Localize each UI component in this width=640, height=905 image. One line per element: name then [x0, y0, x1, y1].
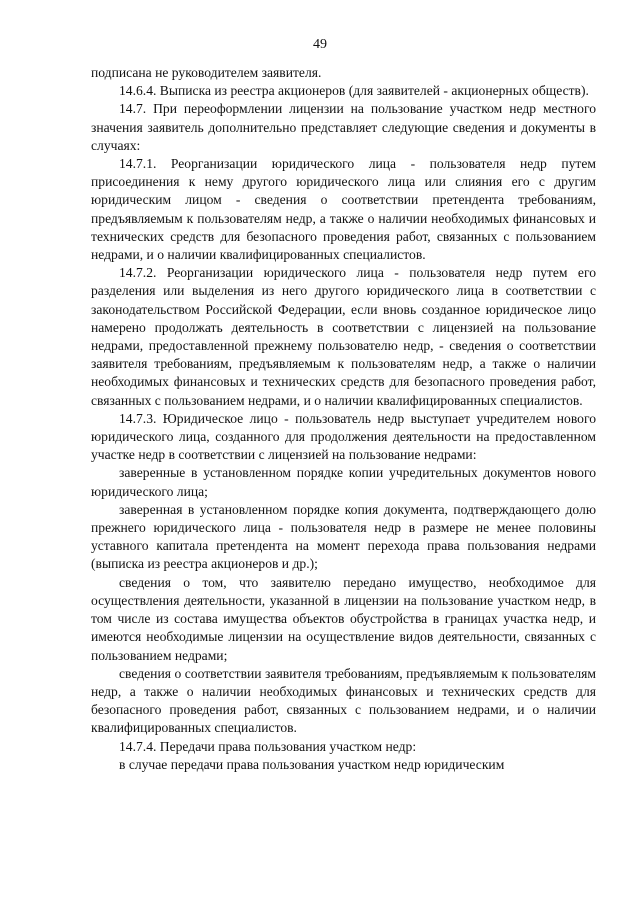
paragraph-14-7: 14.7. При переоформлении лицензии на пользование участком недр местного значения заявитель дополнительно представляет следующие сведения и документы в случаях:	[91, 101, 596, 153]
paragraph-14-7-4: 14.7.4. Передачи права пользования участком недр:	[119, 738, 417, 754]
paragraph-14-7-1: 14.7.1. Реорганизации юридического лица - пользователя недр путем присоединения к нему другого юридического лица или слияния его с другим юридическим лицом - сведения о соответствии претендента требованиям, предъявляемым к пользователям недр, а также о наличии необходимых финансовых и технических средств для безопасного проведения работ, связанных с пользованием недрами, и о наличии квалифицированных специалистов.	[91, 156, 596, 263]
list-item-property-transfer: сведения о том, что заявителю передано имущество, необходимое для осуществления деятельности, указанной в лицензии на пользование участком недр, в том числе из состава имущества объектов обустройства в границах участка недр, и имеются необходимые лицензии на осуществление видов деятельности, связанных с пользованием недрами;	[91, 574, 596, 663]
page-number: 49	[313, 37, 327, 52]
paragraph-14-7-3: 14.7.3. Юридическое лицо - пользователь недр выступает учредителем нового юридического лица, созданного для продолжения деятельности на предоставленном участке недр в соответствии с лицензией на пользование недрами:	[91, 410, 596, 463]
document-body	[91, 64, 596, 774]
paragraph-transfer-case: в случае передачи права пользования участком недр юридическим	[119, 756, 505, 772]
list-item-compliance-info: сведения о соответствии заявителя требованиям, предъявляемым к пользователям недр, а также о наличии необходимых финансовых и технических средств для безопасного проведения работ, связанных с пользованием недрами, и о наличии квалифицированных специалистов.	[91, 665, 596, 736]
paragraph-14-6-4: 14.6.4. Выписка из реестра акционеров (для заявителей - акционерных обществ).	[119, 83, 589, 99]
paragraph-14-7-2: 14.7.2. Реорганизации юридического лица - пользователя недр путем его разделения или выделения из него другого юридического лица в соответствии с законодательством Российской Федерации, если вновь созданное юридическое лицо намерено продолжать деятельность в соответствии с лицензией на пользование недрами, предоставленной прежнему пользователю недр, - сведения о соответствии заявителя требованиям, предъявляемым к пользователям недр, а также о наличии необходимых финансовых и технических средств для безопасного проведения работ, связанных с пользованием недрами, и о наличии квалифицированных специалистов.	[91, 265, 596, 408]
paragraph-continuation: подписана не руководителем заявителя.	[91, 65, 322, 80]
list-item-share-document: заверенная в установленном порядке копия документа, подтверждающего долю прежнего юридического лица - пользователя недр в размере не менее половины уставного капитала претендента на момент перехода права пользования недрами (выписка из реестра акционеров и др.);	[91, 501, 596, 572]
list-item-founding-documents: заверенные в установленном порядке копии учредительных документов нового юридического лица;	[91, 465, 596, 499]
